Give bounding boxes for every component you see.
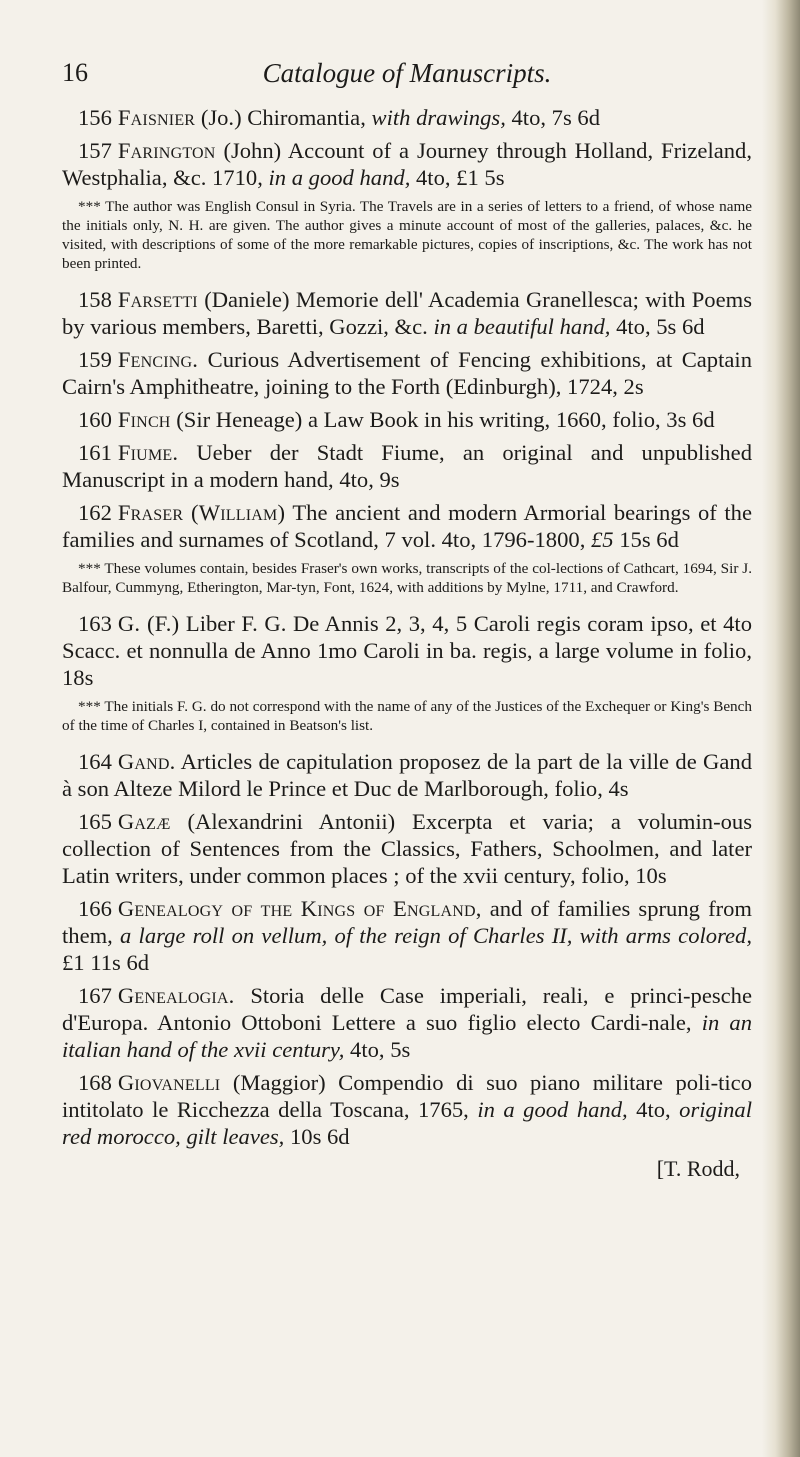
- running-title: Catalogue of Manuscripts.: [262, 58, 552, 88]
- entry-161: 161 Fiume. Ueber der Stadt Fiume, an original and unpublished Manuscript in a modern hand, 4to, 9s: [62, 440, 752, 492]
- entry-166: 166 Genealogy of the Kings of England, and of families sprung from them, a large roll on vellum, of the reign of Charles II, with arms colored, £1 11s 6d: [62, 896, 753, 975]
- entry-157: 157 Farington (John) Account of a Journey through Holland, Frizeland, Westphalia, &c. 1710, in a good hand, 4to, £1 5s: [62, 138, 752, 190]
- entry-160: 160 Finch (Sir Heneage) a Law Book in his writing, 1660, folio, 3s 6d: [78, 407, 715, 432]
- entry-158: 158 Farsetti (Daniele) Memorie dell' Academia Granellesca; with Poems by various members, Baretti, Gozzi, &c. in a beautiful hand, 4to, 5s 6d: [62, 287, 752, 339]
- catalogue-content: [62, 104, 752, 1182]
- entry-165: 165 Gazæ (Alexandrini Antonii) Excerpta et varia; a volumin-ous collection of Sentences from the Classics, Fathers, Schoolmen, and later Latin writers, under common places ; of the xvii century, folio, 10s: [62, 809, 752, 888]
- entry-164: 164 Gand. Articles de capitulation proposez de la part de la ville de Gand à son Alteze Milord le Prince et Duc de Marlborough, folio, 4s: [62, 749, 752, 801]
- note-162: *** These volumes contain, besides Fraser's own works, transcripts of the col-lections of Cathcart, 1694, Sir J. Balfour, Cummyng, Etherington, Mar-tyn, Font, 1624, with additions by Mylne, 1711, and Crawford.: [62, 560, 752, 596]
- entry-168: 168 Giovanelli (Maggior) Compendio di suo piano militare poli-tico intitolato le Ricchezza della Toscana, 1765, in a good hand, 4to, original red morocco, gilt leaves, 10s 6d: [62, 1070, 752, 1149]
- entry-156: 156 Faisnier (Jo.) Chiromantia, with drawings, 4to, 7s 6d: [78, 105, 600, 130]
- catchword: [T. Rodd,: [656, 1156, 740, 1181]
- page-header: [62, 58, 752, 98]
- entry-159: 159 Fencing. Curious Advertisement of Fencing exhibitions, at Captain Cairn's Amphitheatre, joining to the Forth (Edinburgh), 1724, 2s: [62, 347, 752, 399]
- entry-167: 167 Genealogia. Storia delle Case imperiali, reali, e princi-pesche d'Europa. Antonio Ottoboni Lettere a suo figlio electo Cardi-nale, in an italian hand of the xvii century, 4to, 5s: [62, 983, 752, 1062]
- note-163: *** The initials F. G. do not correspond with the name of any of the Justices of the Exchequer or King's Bench of the time of Charles I, contained in Beatson's list.: [62, 698, 752, 734]
- page-number: 16: [62, 58, 88, 87]
- note-157: *** The author was English Consul in Syria. The Travels are in a series of letters to a friend, of whose name the initials only, N. H. are given. The author gives a minute account of most of the galleries, palaces, &c. he visited, with descriptions of some of the more remarkable pictures, copies of inscriptions, &c. The work has not been printed.: [62, 198, 752, 272]
- entry-162: 162 Fraser (William) The ancient and modern Armorial bearings of the families and surnames of Scotland, 7 vol. 4to, 1796-1800, £5 15s 6d: [62, 500, 752, 552]
- entry-163: 163 G. (F.) Liber F. G. De Annis 2, 3, 4, 5 Caroli regis coram ipso, et 4to Scacc. et nonnulla de Anno 1mo Caroli in ba. regis, a large volume in folio, 18s: [62, 611, 752, 690]
- page-edge-shadow: [762, 0, 800, 1457]
